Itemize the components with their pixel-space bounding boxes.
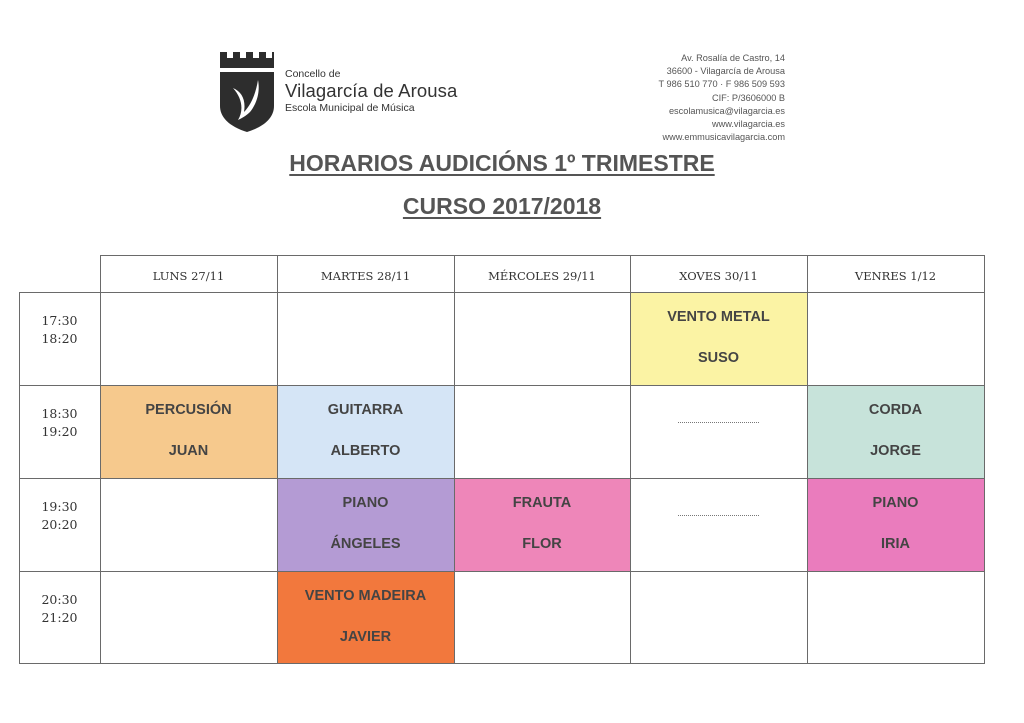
grid-line [807,255,808,664]
event-cell [630,292,807,385]
day-header: VENRES 1/12 [854,268,937,283]
grid-line [100,255,985,256]
event-activity: PERCUSIÓN [145,402,232,418]
event-activity: GUITARRA [327,402,404,418]
grid-line [100,255,101,664]
contact-city: 36600 - Vilagarcía de Arousa [666,66,785,77]
day-header: XOVES 30/11 [679,268,758,283]
org-prefix: Concello de [285,68,341,80]
event-teacher: FLOR [522,536,562,552]
contact-address: Av. Rosalía de Castro, 14 [681,53,785,63]
time-value: 18:20 [41,331,78,346]
time-slot-label [19,385,100,478]
dotted-line [678,515,759,516]
event-activity: VENTO MADEIRA [304,588,427,604]
grid-line [630,255,631,664]
contact-website: www.vilagarcia.es [711,119,785,130]
time-value: 21:20 [41,610,78,625]
contact-email: escolamusica@vilagarcia.es [668,105,785,116]
time-slot-label [19,571,100,663]
grid-line [19,292,985,293]
time-value: 20:30 [41,592,78,607]
municipal-logo-icon [218,48,276,134]
time-value: 20:20 [41,517,78,532]
grid-line [984,255,985,664]
page-title: HORARIOS AUDICIÓNS 1º TRIMESTRE [289,150,715,176]
school-name: Escola Municipal de Música [285,102,415,115]
grid-line [19,385,985,386]
grid-line [19,571,985,572]
time-value: 18:30 [41,406,78,421]
dotted-line [678,422,759,423]
schedule-table [19,255,985,664]
event-teacher: JORGE [870,443,921,459]
empty-slot-cell [630,478,807,571]
org-name: Vilagarcía de Arousa [285,80,458,102]
contact-info [658,52,785,144]
event-activity: CORDA [868,402,923,418]
event-teacher: JUAN [168,443,209,459]
time-value: 19:20 [41,424,78,439]
empty-slot-cell [630,385,807,478]
event-cell [277,385,454,478]
event-activity: VENTO METAL [667,309,770,325]
event-activity: PIANO [342,495,389,511]
page-subtitle: CURSO 2017/2018 [402,193,602,219]
time-slot-label [19,292,100,385]
time-slot-label [19,478,100,571]
contact-phone: T 986 510 770 · F 986 509 593 [658,79,785,90]
event-teacher: JAVIER [339,629,392,645]
day-header: MARTES 28/11 [320,268,411,283]
grid-line [19,478,985,479]
event-cell [454,478,630,571]
event-cell [807,478,984,571]
event-teacher: ALBERTO [330,443,401,459]
event-cell [807,385,984,478]
grid-line [19,663,985,664]
event-cell [277,571,454,663]
grid-line [454,255,455,664]
contact-cif: CIF: P/3606000 B [711,92,785,103]
event-cell [277,478,454,571]
event-cell [100,385,277,478]
event-teacher: SUSO [697,350,740,366]
event-activity: FRAUTA [512,495,572,511]
event-teacher: ÁNGELES [330,536,401,552]
organization-block [285,68,457,114]
grid-line [277,255,278,664]
time-value: 17:30 [41,313,78,328]
contact-school-website: www.emmusicavilagarcia.com [662,132,785,143]
event-teacher: IRIA [881,536,910,552]
day-header: MÉRCOLES 29/11 [488,268,596,283]
day-header: LUNS 27/11 [152,268,225,283]
event-activity: PIANO [872,495,919,511]
time-value: 19:30 [41,499,78,514]
